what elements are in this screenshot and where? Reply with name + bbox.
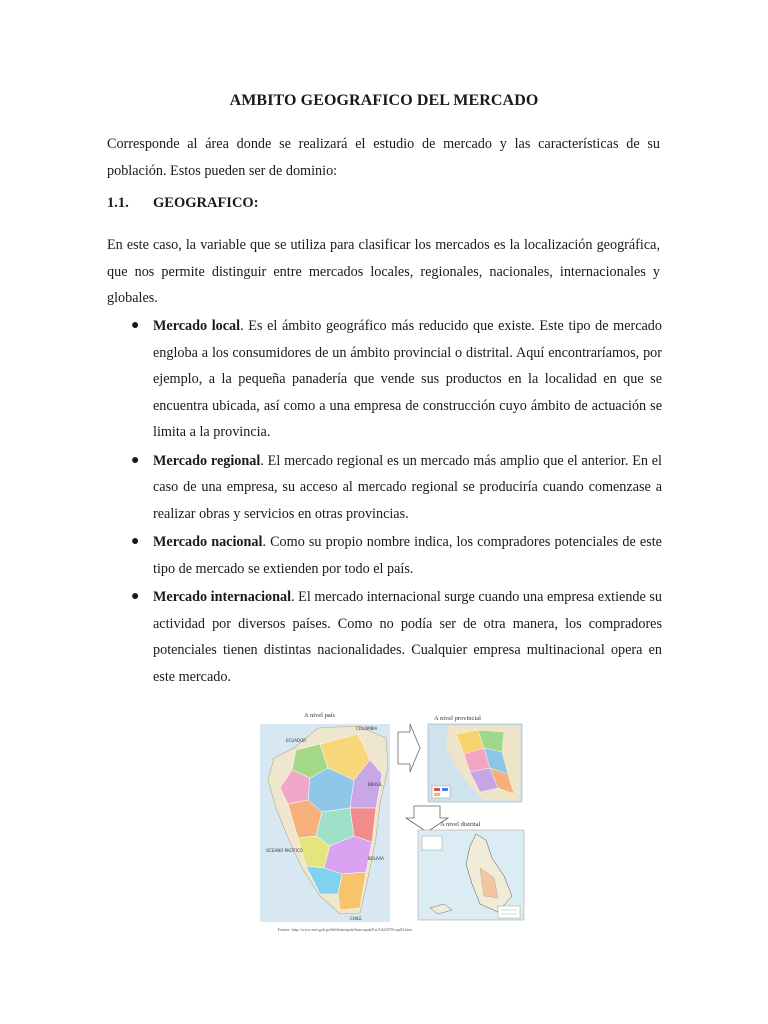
document-title: AMBITO GEOGRAFICO DEL MERCADO [229, 92, 539, 109]
map-label: ECUADOR [286, 738, 306, 743]
bullet-text: . El mercado internacional surge cuando una empresa extiende su actividad por diversos países. Como no podía ser de otra manera, los compradores potenciales tienen distintas nacionalidades. Cualquier empresa multinacional opera en este mercado. [153, 589, 662, 685]
map-label: CHILE [350, 916, 362, 921]
section-number: 1.1. [107, 195, 129, 211]
geographic-paragraph: En este caso, la variable que se utiliza para clasificar los mercados es la localización geográfica, que nos permite distinguir entre mercados locales, regionales, nacionales, internacionales y globales. [107, 237, 660, 306]
bullet-icon: ● [131, 318, 140, 333]
bullet-icon: ● [131, 589, 140, 604]
province-map [428, 724, 522, 802]
figure-svg [258, 708, 530, 934]
bullet-term: Mercado local [153, 318, 241, 334]
map-label: BRASIL [368, 782, 383, 787]
section-heading [107, 195, 259, 212]
geographic-levels-figure [258, 708, 530, 934]
intro-paragraph: Corresponde al área donde se realizará el estudio de mercado y las características de su población. Estos pueden ser de dominio: [107, 136, 660, 179]
map-label: COLOMBIA [356, 726, 378, 731]
map-label: BOLIVIA [368, 856, 384, 861]
figure-source: Fuente: http://www.inei.gob.pe/biblioineipub/bancopub/Est/Lib0270/cap02.htm [278, 927, 412, 932]
bullet-text: . El mercado regional es un mercado más amplio que el anterior. En el caso de una empresa, su acceso al mercado regional se produciría cuando comenzase a realizar obras y servicios en otras provincias. [153, 452, 662, 522]
bullet-icon: ● [131, 534, 140, 549]
bullet-icon: ● [131, 452, 140, 468]
list-item [107, 448, 662, 528]
bullet-term: Mercado internacional [153, 589, 292, 605]
market-types-list [107, 313, 662, 692]
map-label: OCEANO PACIFICO [266, 848, 303, 853]
list-item [107, 529, 662, 582]
label-district: A nivel distrital [440, 821, 481, 828]
arrow-right-icon [398, 724, 420, 772]
label-country: A nivel país [304, 712, 336, 719]
section-label: GEOGRAFICO: [153, 195, 259, 211]
list-item [107, 584, 662, 690]
label-province: A nivel provincial [434, 715, 481, 722]
district-map [418, 830, 524, 920]
bullet-text: . Como su propio nombre indica, los compradores potenciales de este tipo de mercado se extienden por todo el país. [153, 534, 662, 577]
bullet-term: Mercado regional [153, 452, 261, 469]
list-item [107, 313, 662, 446]
bullet-term: Mercado nacional [153, 534, 263, 550]
country-map [260, 724, 390, 922]
bullet-text: . Es el ámbito geográfico más reducido que existe. Este tipo de mercado engloba a los consumidores de un ámbito provincial o distrital. Aquí encontraríamos, por ejemplo, a la pequeña panadería que vende sus productos en la localidad en que se encuentra ubicada, así como a una empresa de construcción cuyo ámbito de actuación se limita a la provincia. [153, 318, 662, 440]
arrow-down-icon [406, 806, 448, 832]
